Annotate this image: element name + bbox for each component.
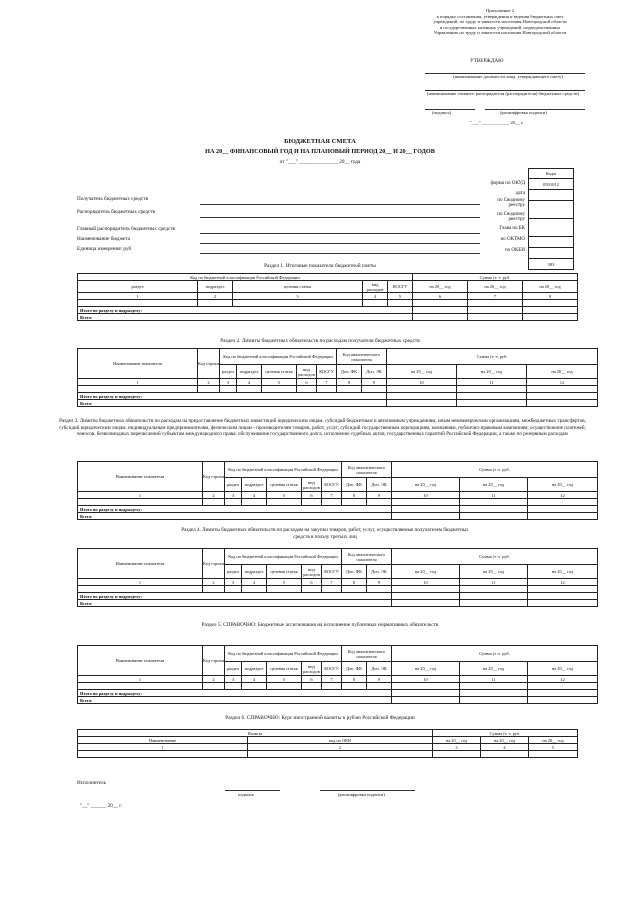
section6-sum-header: Сумма (т.-з. руб. — [433, 730, 578, 737]
col-header: целевая статья — [267, 662, 302, 676]
col-number: 8 — [523, 293, 578, 300]
section4-title: Раздел 4. Лимиты бюджетных обязательств по расходам на закупки товаров, работ, услуг, осуществляемые получателем бюджетных средств в пользу третьих лиц — [181, 527, 469, 540]
col-number: 5 — [262, 379, 297, 386]
section5-sum-header: Сумма (т.-з. руб. — [392, 646, 598, 662]
field-budget: Наименование бюджета — [77, 236, 130, 242]
code-okud: 0501012 — [529, 179, 574, 190]
col-number: 3 — [233, 293, 363, 300]
col-header: на 20__ год — [481, 737, 529, 744]
appendix-line: и государственных казенных учреждений, подведомственных — [439, 24, 561, 30]
col-number: 5 — [267, 676, 302, 683]
col-number: 10 — [392, 579, 460, 586]
col-header: вид расходов — [303, 663, 320, 674]
col-header: на 20__ год — [523, 281, 578, 293]
code-registry-1 — [529, 201, 574, 219]
col-header: Доп. ФК — [337, 365, 362, 379]
col-header: раздел — [220, 365, 237, 379]
section5-name-header: Наименование показателя — [78, 646, 203, 676]
col-number: 12 — [528, 676, 598, 683]
col-number: 4 — [242, 492, 267, 499]
col-header: Доп. ЭК — [367, 478, 392, 492]
col-header: на 20__ год — [433, 737, 481, 744]
col-header: целевая статья — [262, 365, 297, 379]
col-number: 2 — [203, 676, 225, 683]
section5-analyt-header: Код аналитического показателя — [342, 646, 392, 662]
col-number: 7 — [322, 676, 342, 683]
section2-sum-header: Сумма (т.-з. руб. — [387, 349, 598, 365]
col-number: 7 — [317, 379, 337, 386]
section5-total: Всего: — [78, 697, 392, 704]
col-number: 1 — [78, 293, 198, 300]
col-number: 12 — [527, 379, 598, 386]
code-label: дата — [515, 191, 525, 196]
section2-table — [77, 348, 598, 407]
col-header: КОСГУ — [317, 365, 337, 379]
col-number: 4 — [363, 293, 388, 300]
col-number: 1 — [78, 579, 203, 586]
section1-sum-header: Сумма (т.-з. руб. — [413, 274, 578, 281]
col-header: раздел — [225, 565, 242, 579]
col-header: целевая статья — [233, 281, 363, 293]
col-header: на 20__ год — [528, 478, 598, 492]
col-header: на 20__ год — [392, 565, 460, 579]
col-number: 3 — [225, 492, 242, 499]
doc-title: БЮДЖЕТНАЯ СМЕТА — [284, 138, 356, 145]
col-number: 6 — [302, 492, 322, 499]
section3-code-header: Код строки — [203, 462, 225, 492]
codes-table — [528, 168, 574, 270]
appendix-line: учреждений, по труду и занятости населения Новгородской области — [433, 19, 567, 25]
col-number: 1 — [78, 676, 203, 683]
section4-total: Всего: — [78, 600, 392, 607]
col-number: 9 — [362, 379, 387, 386]
col-number: 4 — [242, 579, 267, 586]
col-number: 3 — [225, 676, 242, 683]
section1-title: Раздел 1. Итоговые показатели бюджетной сметы — [264, 263, 376, 269]
section1-group-header: Код по бюджетной классификации Российской Федерации — [78, 274, 413, 281]
col-header: вид расходов — [298, 366, 315, 377]
col-header: подраздел — [198, 281, 233, 293]
col-number: 2 — [198, 379, 220, 386]
col-header: раздел — [78, 281, 198, 293]
col-header: раздел — [225, 478, 242, 492]
col-number: 4 — [242, 676, 267, 683]
section3-group-header: Код по бюджетной классификации Российской Федерации — [225, 462, 342, 478]
section5-code-header: Код строки — [203, 646, 225, 676]
section1-table — [77, 273, 578, 321]
code-date — [529, 190, 574, 201]
col-number: 5 — [267, 579, 302, 586]
col-number: 8 — [342, 579, 367, 586]
col-header: код по ОКВ — [248, 737, 433, 744]
approve-sign-caption: (подпись) — [432, 110, 452, 115]
col-header: на 20__ год — [527, 365, 598, 379]
section3-sum-header: Сумма (т.-з. руб. — [392, 462, 598, 478]
section2-group-header: Код по бюджетной классификации Российской Федерации — [220, 349, 337, 365]
col-number: 2 — [198, 293, 233, 300]
approve-organization-caption: (наименование главного распорядителя (распорядителя) бюджетных средств) — [427, 91, 579, 96]
field-recipient: Получатель бюджетных средств — [77, 196, 148, 202]
col-number: 8 — [342, 676, 367, 683]
col-header: Доп. ЭК — [367, 662, 392, 676]
section1-subtotal: Итого по разделу и подразделу: — [78, 307, 413, 314]
doc-date: от "___" _______________ 20__ года — [279, 159, 361, 165]
col-header: КОСГУ — [322, 478, 342, 492]
col-header: на 20__ год — [460, 565, 528, 579]
code-glava — [529, 237, 574, 248]
code-registry-2 — [529, 219, 574, 237]
code-label: Глава по БК — [499, 226, 525, 231]
field-chief-distributor: Главный распорядитель бюджетных средств — [77, 226, 175, 232]
approve-date: "___" ____________ 20__ г. — [470, 120, 524, 125]
appendix-line: Приложение 2 — [485, 8, 515, 13]
appendix-line: к порядку составления, утверждения и ведения бюджетных смет — [436, 13, 564, 19]
footer-executor: Исполнитель — [77, 780, 107, 786]
appendix-header — [410, 8, 590, 36]
section2-subtotal: Итого по разделу и подразделу: — [78, 393, 387, 400]
field-unit: Единица измерения: руб — [77, 246, 132, 252]
col-header: на 20__ год — [457, 365, 527, 379]
code-label: форма по ОКУД — [490, 181, 525, 186]
col-header: подраздел — [237, 365, 262, 379]
col-header: целевая статья — [267, 478, 302, 492]
col-number: 10 — [392, 676, 460, 683]
section6-title: Раздел 6. СПРАВОЧНО: Курс иностранной валюты к рублю Российской Федерации — [225, 715, 415, 721]
section4-analyt-header: Код аналитического показателя — [342, 549, 392, 565]
col-number: 12 — [528, 579, 598, 586]
section5-subtotal: Итого по разделу и подразделу: — [78, 690, 392, 697]
appendix-line: Управлению по труду и занятости населения Новгородской области — [433, 30, 567, 36]
col-header: целевая статья — [267, 565, 302, 579]
col-number: 6 — [413, 293, 468, 300]
col-header: подраздел — [242, 565, 267, 579]
col-header: вид расходов — [303, 566, 320, 577]
section5-title: Раздел 5. СПРАВОЧНО: Бюджетные ассигнования на исполнение публичных нормативных обязательств — [201, 622, 439, 628]
col-number: 5 — [529, 744, 578, 751]
col-number: 6 — [297, 379, 317, 386]
section4-sum-header: Сумма (т.-з. руб. — [392, 549, 598, 565]
col-number: 1 — [78, 492, 203, 499]
col-number: 9 — [367, 492, 392, 499]
col-number: 3 — [433, 744, 481, 751]
col-number: 11 — [460, 676, 528, 683]
section4-subtotal: Итого по разделу и подразделу: — [78, 593, 392, 600]
col-header: на 20__ год — [460, 662, 528, 676]
section2-name-header: Наименование показателя — [78, 349, 198, 379]
code-oktmo — [529, 248, 574, 259]
col-header: КОСГУ — [322, 565, 342, 579]
col-number: 11 — [460, 579, 528, 586]
col-number: 7 — [322, 492, 342, 499]
col-header: подраздел — [242, 662, 267, 676]
section5-table — [77, 645, 598, 704]
section3-analyt-header: Код аналитического показателя — [342, 462, 392, 478]
col-header: на 20__ год — [392, 662, 460, 676]
col-number: 12 — [528, 492, 598, 499]
col-number: 1 — [78, 744, 248, 751]
col-header: КОСГУ — [388, 281, 413, 293]
col-number: 9 — [367, 579, 392, 586]
footer-sign-caption: подпись — [238, 792, 255, 797]
section2-code-header: Код строки — [198, 349, 220, 379]
field-distributor: Распорядитель бюджетных средств — [77, 209, 155, 215]
col-number: 2 — [203, 579, 225, 586]
section2-title: Раздел 2. Лимиты бюджетных обязательств по расходам получателя бюджетных средств — [220, 338, 420, 344]
col-number: 6 — [302, 579, 322, 586]
code-label: по ОКЕИ — [504, 248, 525, 253]
doc-subtitle: НА 20__ ФИНАНСОВЫЙ ГОД И НА ПЛАНОВЫЙ ПЕРИОД 20__ И 20__ ГОДОВ — [205, 148, 435, 155]
section2-total: Всего: — [78, 400, 387, 407]
col-number: 4 — [481, 744, 529, 751]
col-number: 1 — [78, 379, 198, 386]
col-number: 7 — [468, 293, 523, 300]
col-number: 7 — [322, 579, 342, 586]
col-number: 3 — [225, 579, 242, 586]
code-label: по Сводному реестру — [497, 198, 525, 208]
col-header: вид расходов — [363, 281, 388, 293]
col-header: на 20__ год — [529, 737, 578, 744]
col-header: на 20__ год — [392, 478, 460, 492]
section4-name-header: Наименование показателя — [78, 549, 203, 579]
codes-header: Коды — [529, 169, 574, 179]
col-header: Доп. ФК — [342, 662, 367, 676]
col-number: 8 — [337, 379, 362, 386]
col-number: 4 — [237, 379, 262, 386]
col-number: 10 — [392, 492, 460, 499]
approve-decode-caption: (расшифровка подписи) — [500, 110, 547, 115]
col-header: на 20__ год — [413, 281, 468, 293]
section2-analyt-header: Код аналитического показателя — [337, 349, 387, 365]
col-number: 11 — [457, 379, 527, 386]
section3-subtotal: Итого по разделу и подразделу: — [78, 506, 392, 513]
col-number: 11 — [460, 492, 528, 499]
section3-table — [77, 461, 598, 520]
approve-title: УТВЕРЖДАЮ — [470, 58, 504, 64]
col-number: 6 — [302, 676, 322, 683]
code-label: по ОКТМО — [500, 237, 525, 242]
col-header: на 20__ год — [460, 478, 528, 492]
section4-table — [77, 548, 598, 607]
col-header: на 20__ год — [387, 365, 457, 379]
col-header: Доп. ЭК — [367, 565, 392, 579]
col-header: на 20__ год — [468, 281, 523, 293]
col-number: 8 — [342, 492, 367, 499]
col-number: 2 — [248, 744, 433, 751]
section6-valuta-header: Валюта — [78, 730, 433, 737]
col-header: Доп. ЭК — [362, 365, 387, 379]
code-label: по Сводному реестру — [497, 212, 525, 222]
col-number: 5 — [267, 492, 302, 499]
code-okei: 383 — [529, 259, 574, 270]
footer-decode-caption: (расшифровка подписи) — [338, 792, 385, 797]
section4-group-header: Код по бюджетной классификации Российской Федерации — [225, 549, 342, 565]
col-header: на 20__ год — [528, 565, 598, 579]
section3-name-header: Наименование показателя — [78, 462, 203, 492]
footer-date: "__" ______ 20__ г. — [80, 803, 123, 809]
section6-table — [77, 729, 578, 758]
section3-total: Всего: — [78, 513, 392, 520]
col-header: Доп. ФК — [342, 478, 367, 492]
col-header: вид расходов — [303, 479, 320, 490]
col-header: Доп. ФК — [342, 565, 367, 579]
col-header: Наименование — [78, 737, 248, 744]
col-header: КОСГУ — [322, 662, 342, 676]
section5-group-header: Код по бюджетной классификации Российской Федерации — [225, 646, 342, 662]
approve-position-caption: (наименование должности лица, утверждающего смету) — [453, 74, 563, 79]
col-number: 2 — [203, 492, 225, 499]
col-number: 5 — [388, 293, 413, 300]
section4-code-header: Код строки — [203, 549, 225, 579]
col-header: подраздел — [242, 478, 267, 492]
col-header: на 20__ год — [528, 662, 598, 676]
section1-total: Всего: — [78, 314, 413, 321]
col-number: 9 — [367, 676, 392, 683]
col-number: 10 — [387, 379, 457, 386]
col-number: 3 — [220, 379, 237, 386]
section3-title: Раздел 3. Лимиты бюджетных обязательств по расходам на предоставление бюджетных инвестиций юридическим лицам, субсидий бюджетным и автономным учреждениям, иным некоммерческим организациям, межбюджетных трансфертов, субсидий юридическим лицам, индивидуальным предпринимателям, физическим лицам - производителям товаров, работ, услуг, субсидий государственным корпорациям, компаниям, публично-правовым компаниям; осуществление платежей, взносов, безвозмездных перечислений субъектам международного права; обслуживание государственного долга, исполнение судебных актов, государственных гарантий Российской Федерации, а также по резервным расходам — [59, 418, 586, 438]
col-header: раздел — [225, 662, 242, 676]
